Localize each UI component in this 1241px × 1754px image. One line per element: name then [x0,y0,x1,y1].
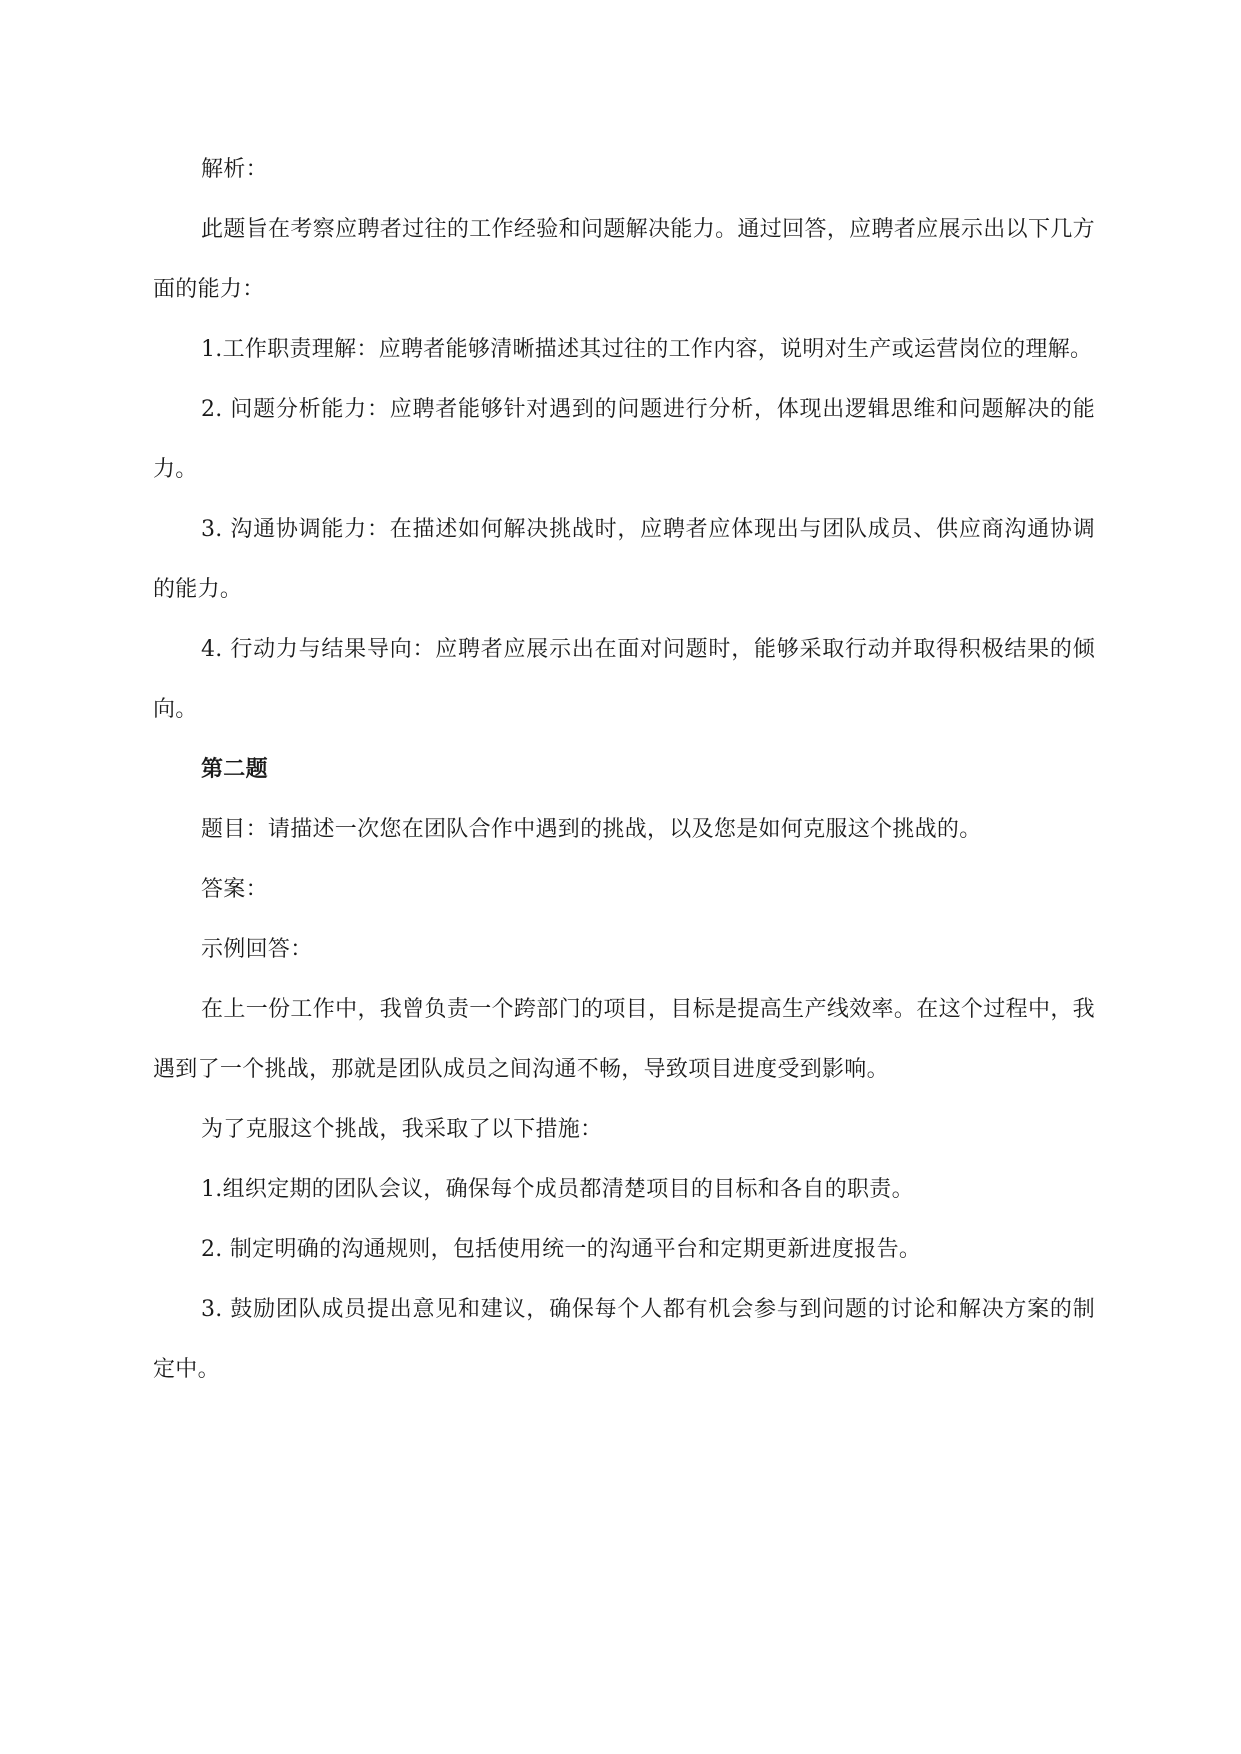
analysis-point-3: 3. 沟通协调能力：在描述如何解决挑战时，应聘者应体现出与团队成员、供应商沟通协调的能力。 [153,517,1095,602]
analysis-label: 解析： [201,157,268,182]
analysis-point-2: 2. 问题分析能力：应聘者能够针对遇到的问题进行分析，体现出逻辑思维和问题解决的能力。 [153,397,1095,482]
example-paragraph: 在上一份工作中，我曾负责一个跨部门的项目，目标是提高生产线效率。在这个过程中，我遇到了一个挑战，那就是团队成员之间沟通不畅，导致项目进度受到影响。 [153,997,1095,1082]
example-label: 示例回答： [201,937,313,962]
document-body [153,140,1095,1400]
analysis-intro: 此题旨在考察应聘者过往的工作经验和问题解决能力。通过回答，应聘者应展示出以下几方面的能力： [153,217,1095,302]
analysis-point-4: 4. 行动力与结果导向：应聘者应展示出在面对问题时，能够采取行动并取得积极结果的倾向。 [153,637,1095,722]
analysis-point-1: 1.工作职责理解：应聘者能够清晰描述其过往的工作内容，说明对生产或运营岗位的理解。 [201,337,1093,362]
measure-1: 1.组织定期的团队会议，确保每个成员都清楚项目的目标和各自的职责。 [201,1177,914,1202]
question-text: 题目：请描述一次您在团队合作中遇到的挑战，以及您是如何克服这个挑战的。 [201,817,982,842]
section-heading: 第二题 [201,757,268,782]
answer-label: 答案： [201,877,268,902]
measure-3: 3. 鼓励团队成员提出意见和建议，确保每个人都有机会参与到问题的讨论和解决方案的制定中。 [153,1297,1095,1382]
measure-2: 2. 制定明确的沟通规则，包括使用统一的沟通平台和定期更新进度报告。 [201,1237,922,1262]
measures-intro: 为了克服这个挑战，我采取了以下措施： [201,1117,603,1142]
